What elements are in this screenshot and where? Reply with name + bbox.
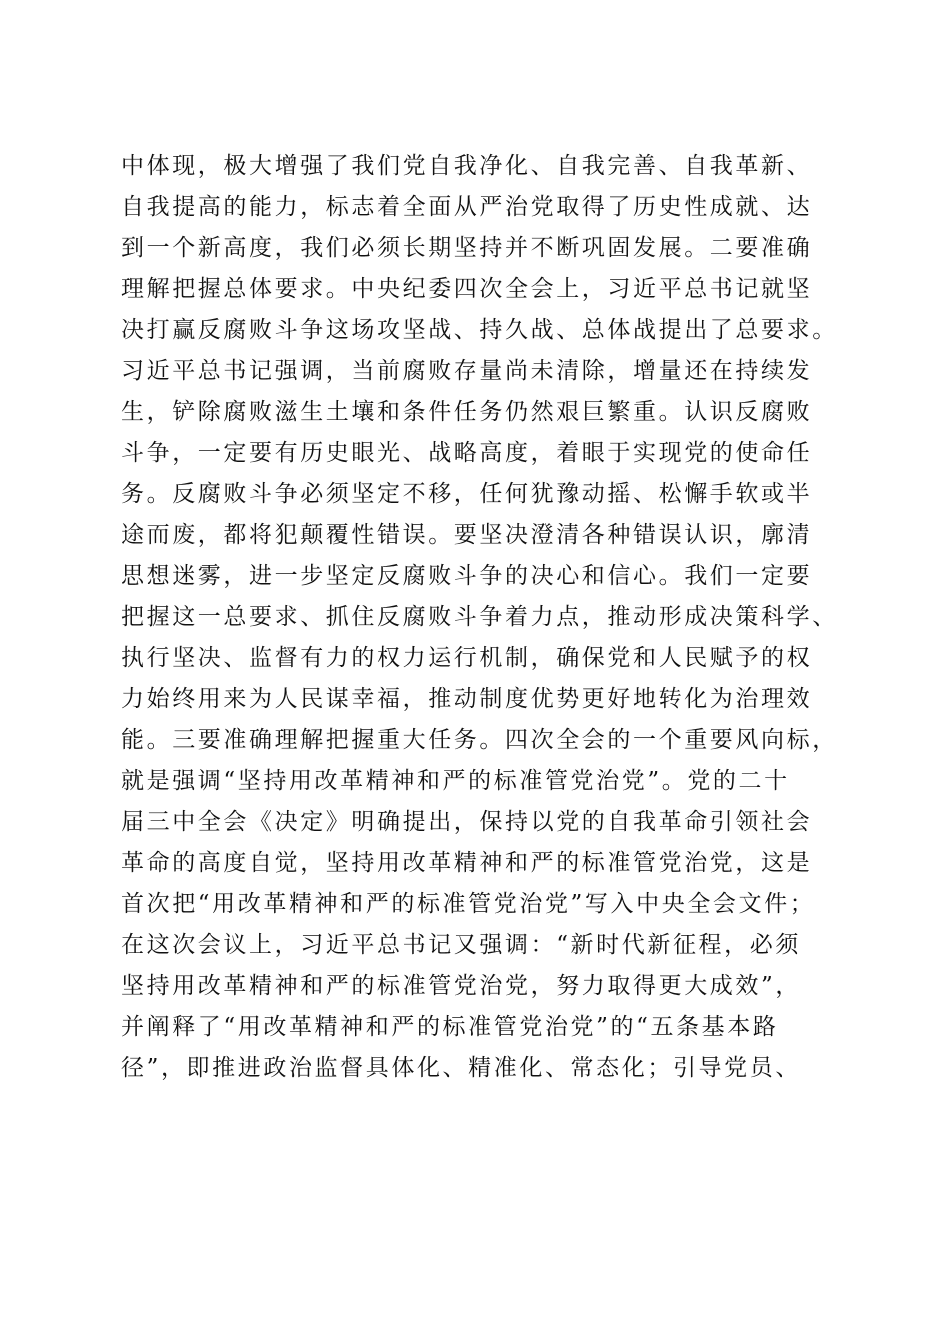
text-line: 中体现，极大增强了我们党自我净化、自我完善、自我革新、 <box>121 153 813 179</box>
text-line: 把握这一总要求、抓住反腐败斗争着力点，推动形成决策科学、 <box>121 604 838 630</box>
text-line: 执行坚决、监督有力的权力运行机制，确保党和人民赋予的权 <box>121 645 813 671</box>
text-line: 坚持用改革精神和严的标准管党治党，努力取得更大成效”， <box>121 973 801 999</box>
text-line: 力始终用来为人民谋幸福，推动制度优势更好地转化为治理效 <box>121 686 813 712</box>
text-line: 径”，即推进政治监督具体化、精准化、常态化；引导党员、 <box>121 1055 801 1081</box>
text-line: 斗争，一定要有历史眼光、战略高度，着眼于实现党的使命任 <box>121 440 813 466</box>
text-line: 革命的高度自觉，坚持用改革精神和严的标准管党治党，这是 <box>121 850 813 876</box>
text-line: 理解把握总体要求。中央纪委四次全会上，习近平总书记就坚 <box>121 276 813 302</box>
text-line: 首次把“用改革精神和严的标准管党治党”写入中央全会文件； <box>121 891 816 917</box>
text-line: 途而废，都将犯颠覆性错误。要坚决澄清各种错误认识，廓清 <box>121 522 813 548</box>
text-line: 在这次会议上，习近平总书记又强调：“新时代新征程，必须 <box>121 932 801 958</box>
text-line: 并阐释了“用改革精神和严的标准管党治党”的“五条基本路 <box>121 1014 779 1040</box>
text-line: 届三中全会《决定》明确提出，保持以党的自我革命引领社会 <box>121 809 813 835</box>
text-line: 到一个新高度，我们必须长期坚持并不断巩固发展。二要准确 <box>121 235 813 261</box>
text-line: 决打赢反腐败斗争这场攻坚战、持久战、总体战提出了总要求。 <box>121 317 838 343</box>
text-line: 思想迷雾，进一步坚定反腐败斗争的决心和信心。我们一定要 <box>121 563 813 589</box>
text-line: 自我提高的能力，标志着全面从严治党取得了历史性成就、达 <box>121 194 813 220</box>
text-line: 能。三要准确理解把握重大任务。四次全会的一个重要风向标， <box>121 727 838 753</box>
text-line: 生，铲除腐败滋生土壤和条件任务仍然艰巨繁重。认识反腐败 <box>121 399 813 425</box>
text-line: 就是强调“坚持用改革精神和严的标准管党治党”。党的二十 <box>121 768 790 794</box>
text-line: 习近平总书记强调，当前腐败存量尚未清除，增量还在持续发 <box>121 358 813 384</box>
text-line: 务。反腐败斗争必须坚定不移，任何犹豫动摇、松懈手软或半 <box>121 481 813 507</box>
